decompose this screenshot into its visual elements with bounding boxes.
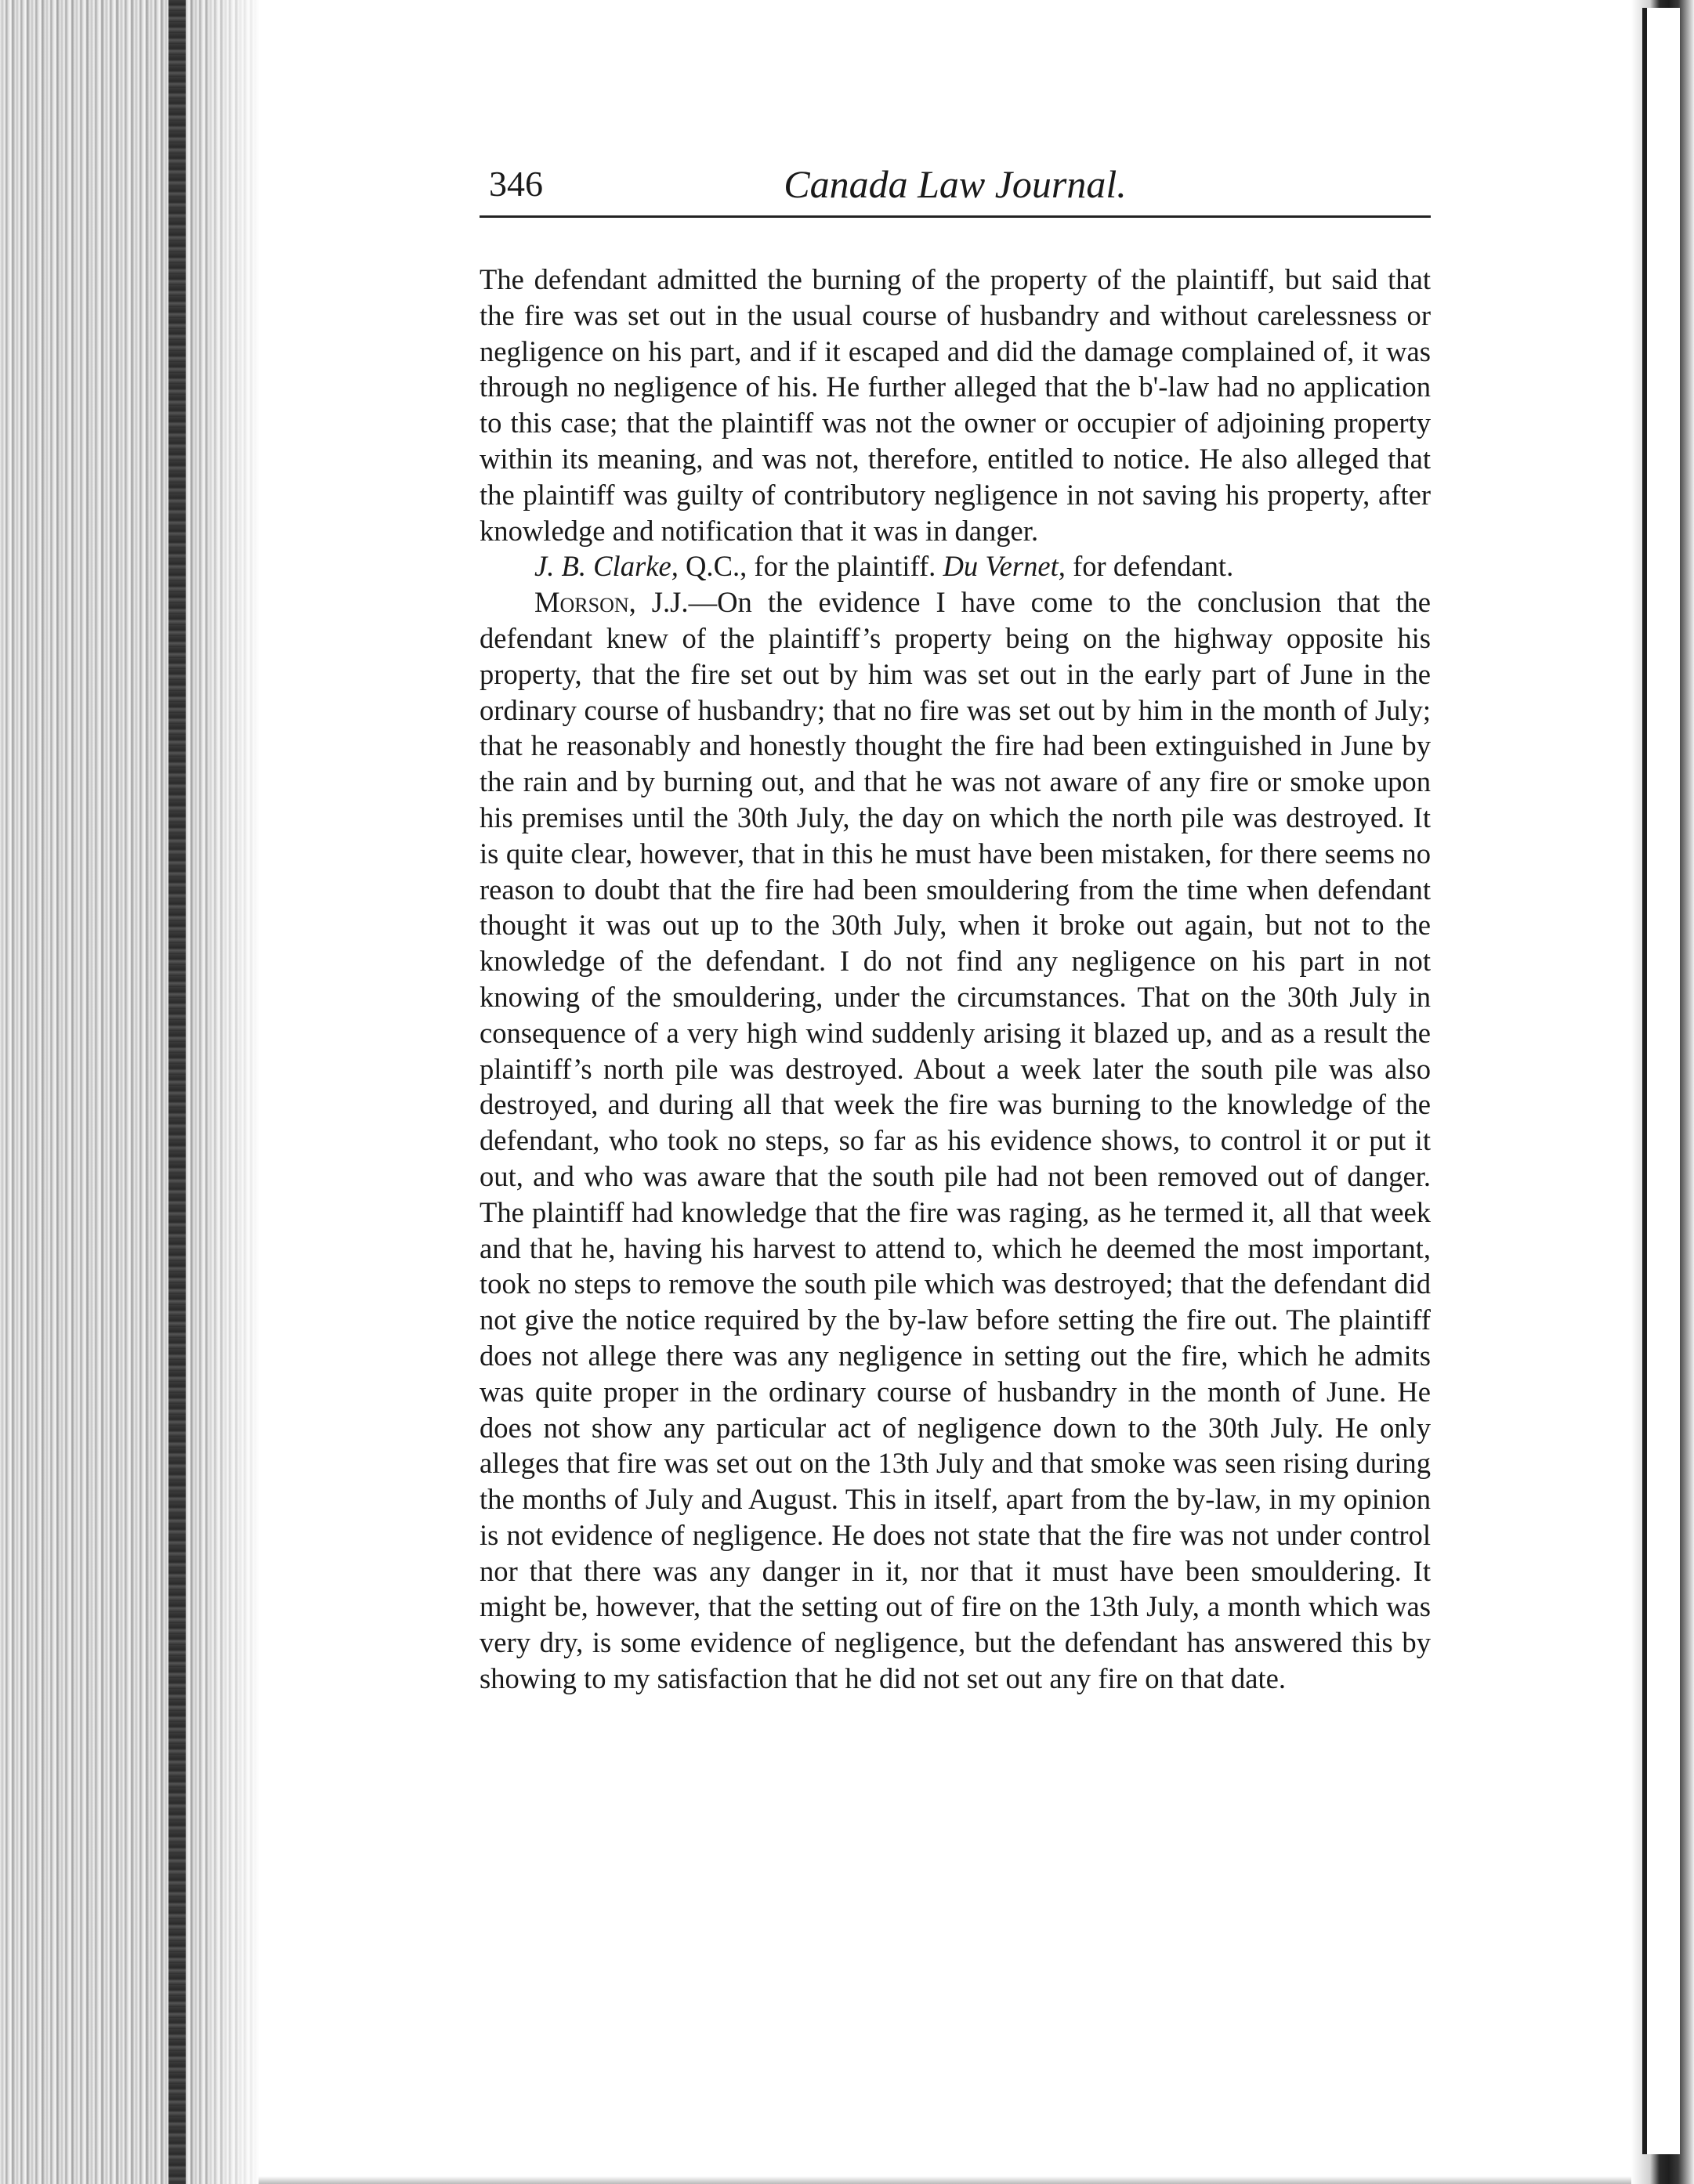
binding-shadow <box>168 0 186 2184</box>
counsel-line <box>480 548 1431 584</box>
paragraph-defence: The defendant admitted the burning of the property of the plaintiff, but said that the fire was set out in the usual course of husbandry and without carelessness or negligence on his part, and if it escaped and did the damage complained of, it was through no negligence of his. He further alleged that the b'-law had no application to this case; that the plaintiff was not the owner or occupier of adjoining property within its meaning, and was not, therefore, entitled to notice. He also alleged that the plaintiff was guilty of contributory negligence in not saving his property, after knowledge and notification that it was in danger. <box>480 263 1431 547</box>
body-text <box>480 262 1431 1697</box>
page-edge-right <box>1631 0 1694 2184</box>
counsel-defendant-name: Du Vernet, <box>943 550 1066 583</box>
page-number: 346 <box>489 164 543 204</box>
judgment-text: —On the evidence I have come to the conclusion that the defendant knew of the plaintiff’s property being on the highway opposite his property, that the fire set out by him was set out in the early part of June in the ordinary course of husbandry; that no fire was set out by him in the month of July; that he reasonably and honestly thought the fire had been extinguished in June by the rain and by burning out, and that he was not aware of any fire or smoke upon his premises until the 30th July, the day on which the north pile was destroyed. It is quite clear, however, that in this he must have been mistaken, for there seems no reason to doubt that the fire had been smouldering from the time when defendant thought it was out up to the 30th July, when it broke out again, but not to the knowledge of the defendant. I do not find any negligence on his part in not knowing of the smouldering, under the circumstances. That on the 30th July in consequence of a very high wind suddenly arising it blazed up, and as a result the plaintiff’s north pile was destroyed. About a week later the south pile was also destroyed, and during all that week the fire was burning to the knowledge of the defendant, who took no steps, so far as his evidence shows, to control it or put it out, and who was aware that the south pile had not been removed out of danger. The plaintiff had knowledge that the fire was raging, as he termed it, all that week and that he, having his harvest to attend to, which he deemed the most important, took no steps to remove the south pile which was destroyed; that the defendant did not give the notice required by the by-law before setting the fire out. The plaintiff does not allege there was any negligence in setting out the fire, which he admits was quite proper in the ordinary course of husbandry in the month of June. He does not show any particular act of negligence down to the 30th July. He only alleges that fire was set out on the 13th July and that smoke was seen rising during the months of July and August. This in itself, apart from the by-law, in my opinion is not evidence of negligence. He does not state that the fire was not under control nor that there was any danger in it, nor that it must have been smouldering. It might be, however, that the setting out of fire on the 13th July, a month which was very dry, is some evidence of negligence, but the defendant has answered this by showing to my satisfaction that he did not set out any fire on that date. <box>480 586 1432 1695</box>
counsel-plaintiff-text: Q.C., for the plaintiff. <box>678 550 943 583</box>
gutter-fade <box>196 0 266 2184</box>
page-content <box>480 161 1431 1697</box>
judge-name: Morson, J.J. <box>534 586 689 619</box>
counsel-defendant-text: for defendant. <box>1065 550 1234 583</box>
page-edge-inner <box>1642 8 1680 2154</box>
counsel-plaintiff-name: J. B. Clarke, <box>534 550 679 583</box>
page-edge-bottom <box>259 2176 1631 2184</box>
running-title: Canada Law Journal. <box>784 162 1127 206</box>
page-header <box>480 161 1431 218</box>
paragraph-judgment <box>480 584 1431 1697</box>
